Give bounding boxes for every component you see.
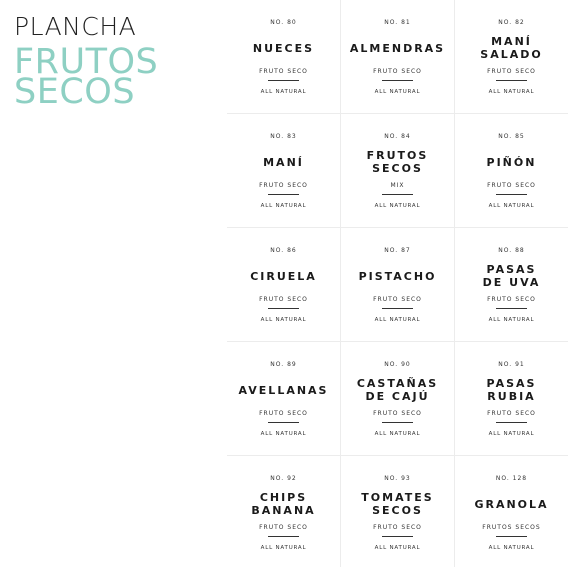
label-name-wrap bbox=[341, 484, 454, 524]
product-label bbox=[455, 114, 568, 227]
product-label bbox=[341, 114, 454, 227]
label-type: FRUTO SECO bbox=[487, 182, 536, 189]
heading-secos: SECOS bbox=[14, 72, 136, 112]
label-product-name: PASAS RUBIA bbox=[486, 377, 537, 403]
product-label bbox=[455, 0, 568, 113]
label-divider bbox=[496, 80, 527, 81]
label-divider bbox=[496, 422, 527, 423]
label-product-name: NUECES bbox=[252, 41, 315, 55]
label-name-wrap bbox=[227, 370, 340, 410]
label-type: MIX bbox=[390, 182, 405, 189]
label-type: FRUTO SECO bbox=[259, 296, 308, 303]
heading-frutos: FRUTOS bbox=[14, 42, 159, 82]
product-label bbox=[341, 456, 454, 567]
label-product-name: GRANOLA bbox=[474, 497, 549, 511]
label-name-wrap bbox=[341, 256, 454, 296]
label-name-wrap bbox=[227, 256, 340, 296]
product-label bbox=[341, 342, 454, 455]
label-product-name: AVELLANAS bbox=[238, 383, 329, 397]
label-number: NO. 81 bbox=[384, 19, 411, 26]
label-number: NO. 84 bbox=[384, 133, 411, 140]
product-label bbox=[341, 0, 454, 113]
label-footer: ALL NATURAL bbox=[488, 545, 535, 551]
label-number: NO. 89 bbox=[270, 361, 297, 368]
label-divider bbox=[496, 308, 527, 309]
label-product-name: PIÑÓN bbox=[486, 155, 537, 169]
label-name-wrap bbox=[341, 142, 454, 182]
label-name-wrap bbox=[227, 28, 340, 68]
label-number: NO. 82 bbox=[498, 19, 525, 26]
label-number: NO. 85 bbox=[498, 133, 525, 140]
label-type: FRUTO SECO bbox=[259, 410, 308, 417]
label-type: FRUTO SECO bbox=[373, 524, 422, 531]
label-product-name: PASAS DE UVA bbox=[482, 263, 541, 289]
sheet-heading bbox=[14, 12, 159, 112]
label-product-name: CHIPS BANANA bbox=[251, 491, 316, 517]
label-footer: ALL NATURAL bbox=[488, 431, 535, 437]
label-type: FRUTO SECO bbox=[373, 68, 422, 75]
label-footer: ALL NATURAL bbox=[260, 431, 307, 437]
label-number: NO. 128 bbox=[495, 475, 528, 482]
label-footer: ALL NATURAL bbox=[260, 317, 307, 323]
label-number: NO. 91 bbox=[498, 361, 525, 368]
product-label bbox=[227, 342, 340, 455]
label-number: NO. 88 bbox=[498, 247, 525, 254]
label-product-name: CASTAÑAS DE CAJÚ bbox=[356, 377, 439, 403]
label-product-name: MANÍ bbox=[263, 155, 304, 169]
label-divider bbox=[268, 536, 299, 537]
label-footer: ALL NATURAL bbox=[374, 431, 421, 437]
label-type: FRUTO SECO bbox=[373, 410, 422, 417]
label-footer: ALL NATURAL bbox=[260, 203, 307, 209]
label-number: NO. 87 bbox=[384, 247, 411, 254]
label-name-wrap bbox=[341, 370, 454, 410]
label-product-name: TOMATES SECOS bbox=[361, 491, 434, 517]
label-footer: ALL NATURAL bbox=[488, 317, 535, 323]
label-divider bbox=[382, 194, 413, 195]
label-type: FRUTO SECO bbox=[373, 296, 422, 303]
label-product-name: ALMENDRAS bbox=[349, 41, 446, 55]
label-footer: ALL NATURAL bbox=[260, 545, 307, 551]
label-name-wrap bbox=[455, 484, 568, 524]
label-number: NO. 90 bbox=[384, 361, 411, 368]
label-number: NO. 93 bbox=[384, 475, 411, 482]
label-product-name: FRUTOS SECOS bbox=[366, 149, 429, 175]
label-name-wrap bbox=[455, 142, 568, 182]
product-label bbox=[227, 0, 340, 113]
label-number: NO. 86 bbox=[270, 247, 297, 254]
label-number: NO. 92 bbox=[270, 475, 297, 482]
label-type: FRUTO SECO bbox=[259, 68, 308, 75]
label-divider bbox=[496, 194, 527, 195]
label-divider bbox=[382, 80, 413, 81]
label-footer: ALL NATURAL bbox=[374, 89, 421, 95]
label-divider bbox=[268, 422, 299, 423]
product-label bbox=[455, 456, 568, 567]
product-label bbox=[227, 456, 340, 567]
label-type: FRUTO SECO bbox=[259, 524, 308, 531]
label-type: FRUTO SECO bbox=[487, 410, 536, 417]
product-label bbox=[455, 228, 568, 341]
product-label bbox=[227, 228, 340, 341]
label-type: FRUTO SECO bbox=[259, 182, 308, 189]
label-footer: ALL NATURAL bbox=[488, 203, 535, 209]
label-footer: ALL NATURAL bbox=[488, 89, 535, 95]
label-number: NO. 80 bbox=[270, 19, 297, 26]
label-name-wrap bbox=[455, 370, 568, 410]
label-name-wrap bbox=[227, 142, 340, 182]
label-divider bbox=[496, 536, 527, 537]
heading-plancha: PLANCHA bbox=[14, 12, 137, 41]
label-name-wrap bbox=[227, 484, 340, 524]
label-divider bbox=[382, 308, 413, 309]
label-divider bbox=[268, 80, 299, 81]
label-product-name: PISTACHO bbox=[358, 269, 437, 283]
label-product-name: MANÍ SALADO bbox=[480, 35, 543, 61]
label-grid bbox=[227, 0, 568, 567]
label-type: FRUTO SECO bbox=[487, 296, 536, 303]
label-name-wrap bbox=[455, 256, 568, 296]
label-divider bbox=[268, 194, 299, 195]
label-name-wrap bbox=[455, 28, 568, 68]
label-number: NO. 83 bbox=[270, 133, 297, 140]
product-label bbox=[455, 342, 568, 455]
label-footer: ALL NATURAL bbox=[260, 89, 307, 95]
label-footer: ALL NATURAL bbox=[374, 203, 421, 209]
product-label bbox=[341, 228, 454, 341]
label-divider bbox=[382, 536, 413, 537]
label-footer: ALL NATURAL bbox=[374, 317, 421, 323]
label-divider bbox=[382, 422, 413, 423]
label-name-wrap bbox=[341, 28, 454, 68]
product-label bbox=[227, 114, 340, 227]
label-footer: ALL NATURAL bbox=[374, 545, 421, 551]
label-divider bbox=[268, 308, 299, 309]
label-type: FRUTO SECO bbox=[487, 68, 536, 75]
label-type: FRUTOS SECOS bbox=[482, 524, 541, 531]
label-product-name: CIRUELA bbox=[250, 269, 317, 283]
